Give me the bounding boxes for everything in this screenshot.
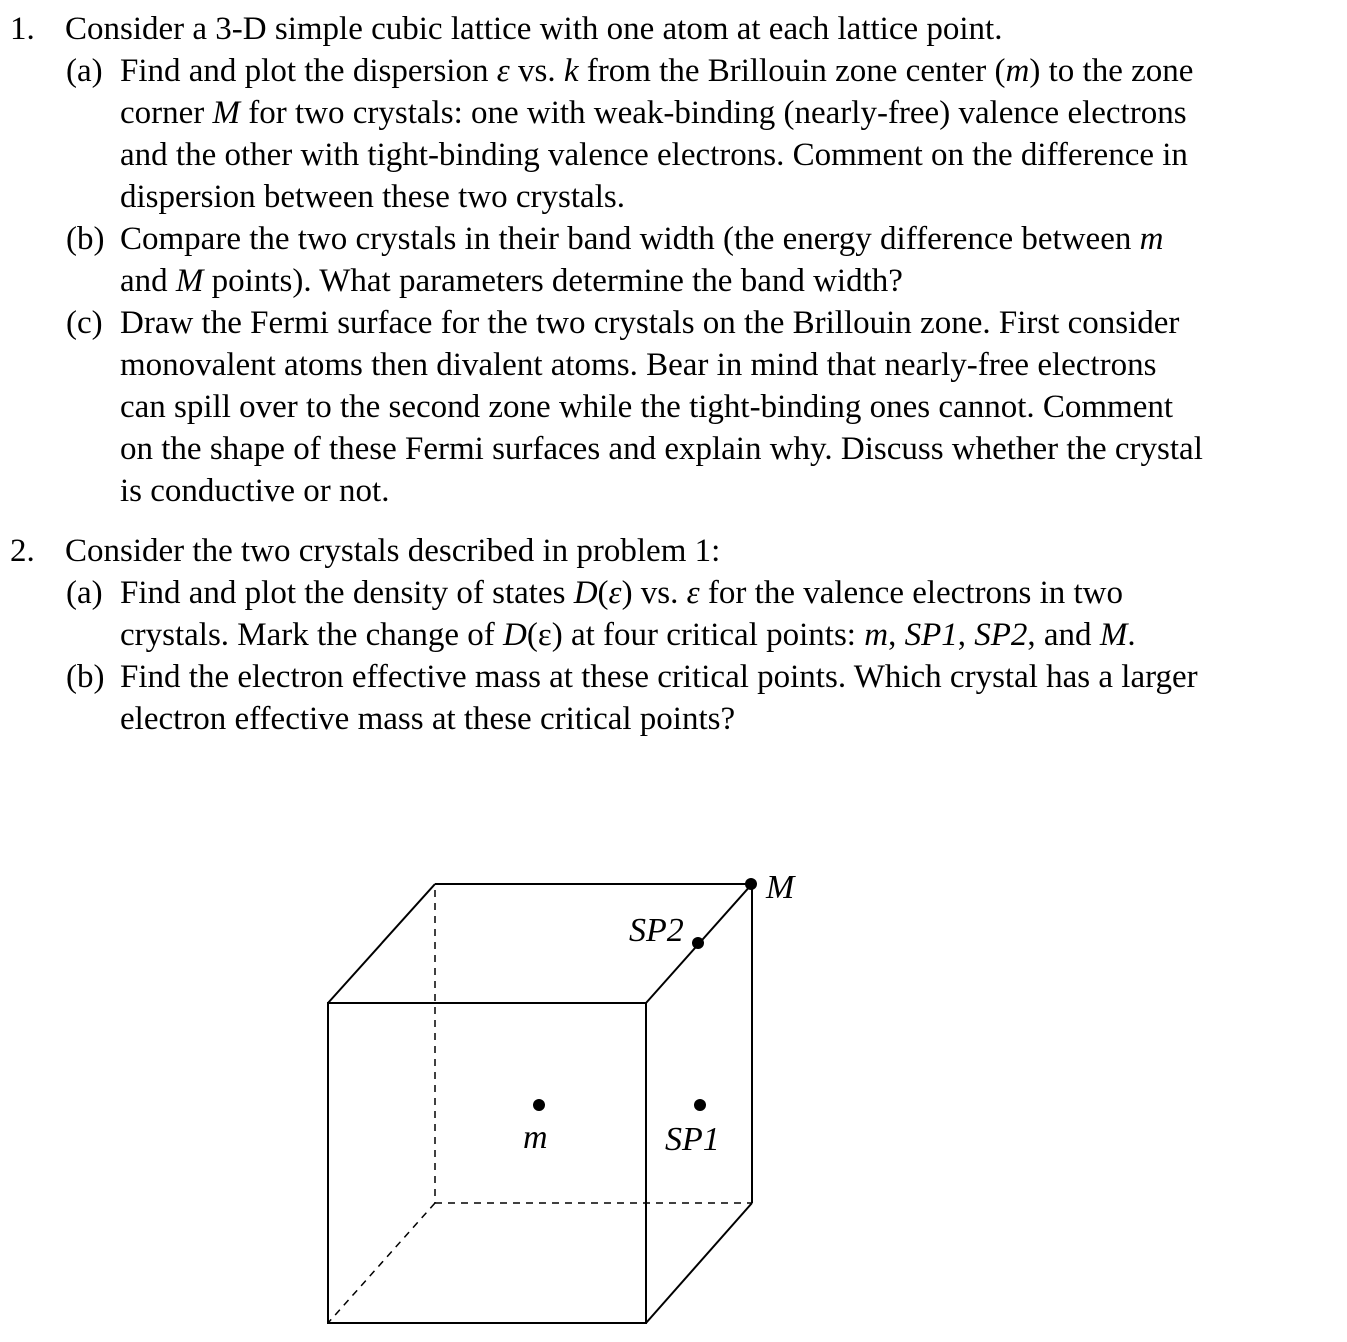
problem-1-number: 1. — [10, 11, 35, 47]
text-segment: corner — [120, 95, 213, 131]
math-symbol: D — [503, 617, 527, 653]
text-segment: ) vs. — [621, 575, 687, 611]
math-symbol: m — [864, 617, 889, 653]
problem-1-intro: Consider a 3-D simple cubic lattice with one atom at each lattice point. — [65, 11, 1003, 47]
math-symbol: m — [1005, 53, 1030, 89]
math-symbol: M — [212, 95, 241, 131]
problem-2-number: 2. — [10, 533, 35, 569]
label-M: M — [766, 869, 795, 906]
problem-2-intro: Consider the two crystals described in problem 1: — [65, 533, 721, 569]
text-segment: Find the electron effective mass at these critical points. Which crystal has a larger — [120, 659, 1198, 695]
text-segment: , — [957, 617, 975, 653]
text-segment: Find and plot the density of states — [120, 575, 574, 611]
part-label: (a) — [66, 53, 103, 89]
text-segment: for two crystals: one with weak-binding (nearly-free) valence electrons — [240, 95, 1187, 131]
cube-hidden-diagonal-edge — [328, 1203, 435, 1323]
text-segment: is conductive or not. — [120, 473, 390, 509]
point-SP1-dot — [694, 1099, 706, 1111]
text-segment: , — [888, 617, 905, 653]
text-segment: ( — [597, 575, 609, 611]
text-segment: ) to the zone — [1029, 53, 1194, 89]
math-symbol: SP1 — [904, 617, 958, 653]
part-label: (b) — [66, 221, 105, 257]
label-m: m — [523, 1119, 548, 1156]
part-label: (a) — [66, 575, 103, 611]
text-segment: Compare the two crystals in their band width (the energy difference between — [120, 221, 1140, 257]
text-segment: crystals. Mark the change of — [120, 617, 504, 653]
text-segment: , and — [1027, 617, 1100, 653]
point-m-dot — [533, 1099, 545, 1111]
text-segment: Find and plot the dispersion — [120, 53, 497, 89]
point-SP2-dot — [692, 937, 704, 949]
cube-bottom-right-edge — [646, 1203, 752, 1323]
text-segment: can spill over to the second zone while the tight-binding ones cannot. Comment — [120, 389, 1174, 425]
label-SP2: SP2 — [629, 912, 684, 949]
point-M-dot — [745, 878, 757, 890]
part-label: (c) — [66, 305, 103, 341]
math-symbol: SP2 — [974, 617, 1028, 653]
text-segment: for the valence electrons in two — [699, 575, 1123, 611]
math-symbol: k — [563, 53, 579, 89]
cube-top-left-edge — [328, 884, 435, 1003]
label-SP1: SP1 — [665, 1121, 720, 1158]
text-segment: Draw the Fermi surface for the two crystals on the Brillouin zone. First consider — [120, 305, 1180, 341]
text-segment: and — [120, 263, 176, 299]
part-label: (b) — [66, 659, 105, 695]
text-segment: vs. — [509, 53, 564, 89]
text-segment: dispersion between these two crystals. — [120, 179, 625, 215]
math-symbol: M — [175, 263, 204, 299]
text-segment: from the Brillouin zone center ( — [578, 53, 1006, 89]
text-segment: points). What parameters determine the band width? — [203, 263, 903, 299]
text-segment: electron effective mass at these critical points? — [120, 701, 736, 737]
text-segment: . — [1127, 617, 1136, 653]
text-segment: (ε) at four critical points: — [526, 617, 865, 653]
math-symbol: ε — [608, 575, 622, 611]
math-symbol: M — [1099, 617, 1128, 653]
text-segment: on the shape of these Fermi surfaces and explain why. Discuss whether the crystal — [120, 431, 1203, 467]
math-symbol: D — [573, 575, 598, 611]
math-symbol: ε — [686, 575, 700, 611]
math-symbol: m — [1139, 221, 1164, 257]
math-symbol: ε — [496, 53, 510, 89]
text-segment: and the other with tight-binding valence electrons. Comment on the difference in — [120, 137, 1188, 173]
cube-front-face — [328, 1003, 646, 1323]
text-segment: monovalent atoms then divalent atoms. Bear in mind that nearly-free electrons — [120, 347, 1157, 383]
